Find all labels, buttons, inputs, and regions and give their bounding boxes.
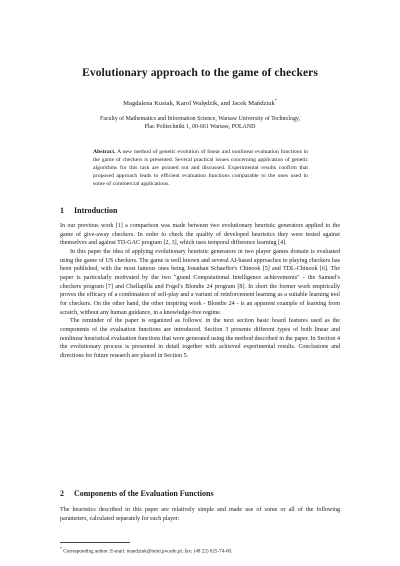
section-number: 2 — [60, 489, 64, 498]
paper-title: Evolutionary approach to the game of checkers — [82, 66, 318, 79]
abstract-text: A new method of genetic evolution of linear and nonlinear evaluation functions in the game of checkers is presented. Several practical issues concerning application of genetic algorithms for this task are pointed out and discussed. Experimental results confirm that proposed approach leads to efficient evaluation functions comparable to the ones used in some of commercial applications. — [93, 149, 309, 188]
abstract-label: Abstract. — [93, 149, 116, 155]
author-names: Magdalena Kusiak, Karol Walędzik, and Jacek Mańdziuk — [123, 100, 275, 108]
paragraph: In our previous work [1] a comparison was made between two evolutionary heuristic generators applied to the game of give-away checkers. In order to check the quality of developed heuristics they were tested against themselves and against TD-GAC program [2, 3], which uses temporal difference learning [4]. — [60, 223, 340, 247]
footnote-text: Corresponding author. E-mail: mandziuk@mini.pw.edu.pl; fax: (48 22) 625-74-60. — [63, 548, 233, 555]
author-list — [0, 98, 400, 107]
affiliation-line: Faculty of Mathematics and Information Science, Warsaw University of Technology, — [100, 116, 300, 122]
section-title: Components of the Evaluation Functions — [74, 489, 214, 498]
affiliation-line: Plac Politechniki 1, 00-661 Warsaw, POLAND — [144, 124, 256, 131]
footnote — [60, 546, 350, 555]
paragraph: In this paper the idea of applying evolutionary heuristic generators in two player games domain is evaluated using the game of US checkers. The game is well known and several AI-based approaches to playing checkers has been published, with the most famous ones being Jonathan Schaeffer's Chinook [5] and TDL-Chinook [6]. The paper is particularly motivated by the two "grand Computational Intelligence achievements" - the Samuel's checkers program [7] and Chellapilla and Fogel's Blondie 24 program [8]. In short the former work empirically proves the efficacy of a combination of self-play and a variant of reinforcement learning as a suitable learning tool for checkers. On the other hand, the other inspiring work - Blondie 24 - is an apparent example of learning from scratch, without any human guidance, in a knowledge-free regime. — [60, 248, 340, 316]
section-heading-introduction — [60, 206, 340, 215]
section-title: Introduction — [74, 206, 118, 215]
section-number: 1 — [60, 206, 64, 215]
footnote-mark: * — [60, 546, 62, 551]
section-body-introduction — [60, 222, 340, 361]
footnote-divider — [60, 542, 130, 543]
section-heading-components — [60, 489, 340, 498]
abstract — [93, 148, 308, 188]
section-body-components — [60, 506, 340, 523]
author-footnote-mark: * — [274, 98, 277, 103]
paragraph: The heuristics described in this paper are relatively simple and made use of some or all of the following parameters, calculated separately for each player: — [60, 507, 340, 522]
paragraph: The reminder of the paper is organized as follows: in the next section basic board features used as the components of the evaluation functions are introduced. Section 3 presents different types of both linear and nonlinear heuristical evaluation functions that were generated using the method described in the paper. In Section 4 the evolutionary process is presented in detail together with achieved experimental results. Conclusions and directions for future research are placed in Section 5. — [60, 318, 340, 359]
affiliation — [60, 115, 340, 132]
